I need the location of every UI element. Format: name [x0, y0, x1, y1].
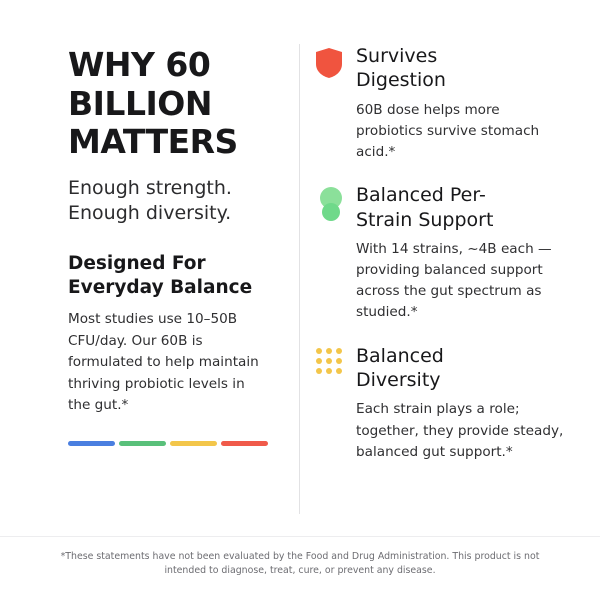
- section-body-text: Most studies use 10–50B CFU/day. Our 60B is formulated to help maintain thriving probiotic levels in the gut.*: [68, 311, 259, 414]
- feature-title-line-1: Survives: [356, 45, 438, 67]
- swatch-blue: [68, 441, 115, 446]
- page-title: [68, 46, 264, 162]
- feature-item-balanced-per-strain-support: [316, 183, 564, 323]
- section-title-line-1: Designed For: [68, 252, 206, 274]
- dot: [336, 348, 342, 354]
- right-column: [290, 0, 600, 536]
- circles-icon: [316, 183, 356, 221]
- headline-line-2: BILLION: [68, 83, 212, 123]
- feature-title-line-1: Balanced Per-: [356, 184, 486, 207]
- headline-line-3: MATTERS: [68, 122, 238, 162]
- swatch-red: [221, 441, 268, 446]
- section-title-line-2: Everyday Balance: [68, 276, 253, 298]
- feature-title-line-2: Strain Support: [356, 208, 494, 231]
- feature-title: [356, 44, 564, 93]
- dot: [336, 358, 342, 364]
- swatch-green: [119, 441, 166, 446]
- dot: [316, 348, 322, 354]
- dot-grid: [316, 348, 342, 374]
- feature-title: [356, 344, 564, 393]
- dot: [326, 368, 332, 374]
- headline-line-1: WHY 60: [68, 45, 211, 84]
- dot: [326, 358, 332, 364]
- dot-grid-icon: [316, 344, 356, 374]
- feature-body: [356, 344, 564, 463]
- feature-body: [356, 44, 564, 163]
- swatch-yellow: [170, 441, 217, 446]
- shield-icon: [316, 44, 356, 78]
- dot: [316, 368, 322, 374]
- dot: [326, 348, 332, 354]
- feature-text: 60B dose helps more probiotics survive stomach acid.*: [356, 101, 540, 161]
- footer-disclaimer: [0, 536, 600, 600]
- section-title: [68, 252, 264, 299]
- dot: [316, 358, 322, 364]
- feature-text: With 14 strains, ~4B each — providing balanced support across the gut spectrum as studied.*: [356, 240, 552, 321]
- left-column: [0, 0, 290, 536]
- feature-title: [356, 183, 564, 232]
- feature-text: Each strain plays a role; together, they provide steady, balanced gut support.*: [356, 401, 564, 460]
- subheadline: [68, 176, 264, 226]
- subheadline-line-1: Enough strength.: [68, 176, 232, 199]
- vertical-divider: [299, 44, 300, 514]
- feature-body: [356, 183, 564, 323]
- feature-title-line-2: Digestion: [356, 69, 446, 92]
- dot: [336, 368, 342, 374]
- feature-item-survives-digestion: [316, 44, 564, 163]
- feature-title-line-2: Diversity: [356, 368, 441, 391]
- disclaimer-text: *These statements have not been evaluated by the Food and Drug Administration. This product is not intended to diagnose, treat, cure, or prevent any disease.: [60, 551, 540, 576]
- subheadline-line-2: Enough diversity.: [68, 201, 232, 224]
- feature-title-line-1: Balanced: [356, 344, 444, 367]
- color-swatch-row: [68, 441, 268, 446]
- feature-item-balanced-diversity: [316, 344, 564, 463]
